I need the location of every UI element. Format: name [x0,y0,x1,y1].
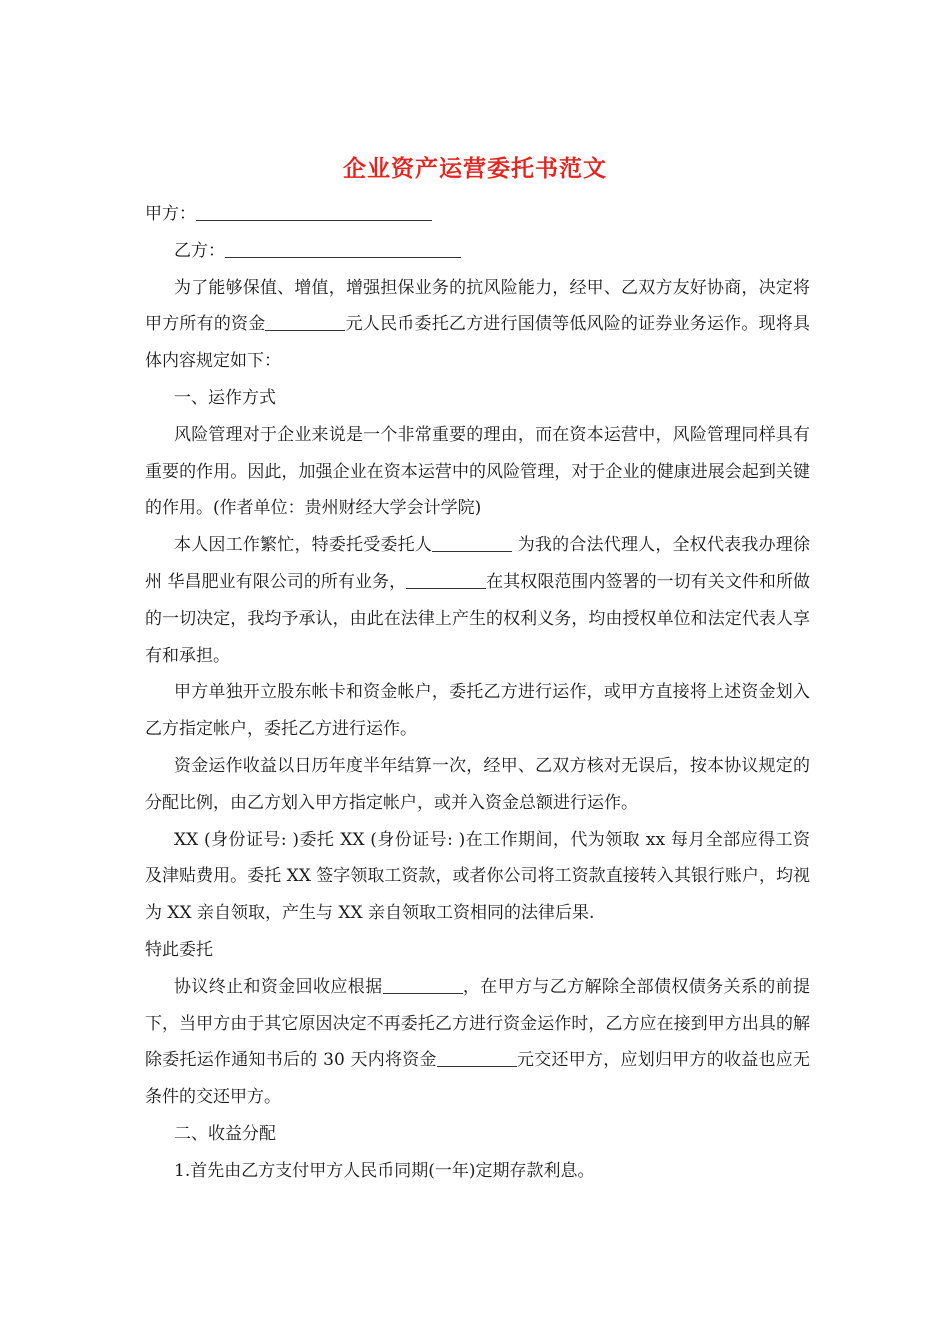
return-amount-blank [437,1049,517,1067]
paragraph-delegation-part-2: 为我的合法代理人，全权代表我办理徐州 华昌肥业有限公司的所有业务， [145,535,810,592]
section-heading-1: 一、运作方式 [174,387,276,408]
scope-blank [406,571,486,589]
party-a-blank [196,203,432,221]
paragraph-termination-part-2: ，在甲方与乙方解除全部债权债务关系的前提下，当甲方由于其它原因决定不再委托乙方进行资金运作时，乙方应在接到甲方出具的解除委托运作通知书后的 30 天内将资金 [145,976,810,1071]
party-b-label: 乙方： [174,240,225,261]
paragraph-termination-part-1: 协议终止和资金回收应根据 [174,976,383,997]
party-b-line [145,233,810,270]
section-heading-2: 二、收益分配 [174,1123,276,1144]
paragraph-accounts: 甲方单独开立股东帐卡和资金帐户，委托乙方进行运作，或甲方直接将上述资金划入乙方指定帐户，委托乙方进行运作。 [145,682,810,740]
party-b-blank [225,240,461,258]
party-a-line [145,196,810,233]
paragraph-termination-part-3: 元交还甲方，应划归甲方的收益也应无条件的交还甲方。 [145,1050,810,1108]
document-body [145,196,810,1190]
basis-blank [383,976,463,994]
list-item-1: 1.首先由乙方支付甲方人民币同期(一年)定期存款利息。 [174,1160,595,1181]
paragraph-intro-part-2: 元人民币委托乙方进行国债等低风险的证券业务运作。现将具体内容规定如下： [145,314,811,372]
agent-blank [432,534,512,552]
paragraph-risk: 风险管理对于企业来说是一个非常重要的理由，而在资本运营中，风险管理同样具有重要的作用。因此，加强企业在资本运营中的风险管理，对于企业的健康进展会起到关键的作用。(作者单位：贵州财经大学会计学院) [145,424,810,519]
document-title: 企业资产运营委托书范文 [343,155,607,182]
paragraph-delegation-part-1: 本人因工作繁忙，特委托受委托人 [174,535,433,556]
paragraph-settlement: 资金运作收益以日历年度半年结算一次，经甲、乙双方核对无误后，按本协议规定的分配比例，由乙方划入甲方指定帐户，或并入资金总额进行运作。 [145,755,810,813]
paragraph-intro-part-1: 为了能够保值、增值，增强担保业务的抗风险能力，经甲、乙双方友好协商，决定将甲方所有的资金 [145,277,810,335]
paragraph-hereby: 特此委托 [145,939,213,960]
party-a-label: 甲方： [145,204,196,224]
paragraph-intro [145,270,810,380]
paragraph-delegation [145,527,810,674]
paragraph-salary: XX (身份证号: )委托 XX (身份证号: )在工作期间，代为领取 xx 每月全部应得工资及津贴费用。委托 XX 签字领取工资款，或者你公司将工资款直接转入其银行账户，均视为 XX 亲自领取，产生与 XX 亲自领取工资相同的法律后果. [145,829,810,924]
paragraph-delegation-part-3: 在其权限范围内签署的一切有关文件和所做的一切决定，我均予承认，由此在法律上产生的权利义务，均由授权单位和法定代表人享有和承担。 [145,571,811,666]
amount-blank [265,313,345,331]
paragraph-termination [145,969,810,1116]
